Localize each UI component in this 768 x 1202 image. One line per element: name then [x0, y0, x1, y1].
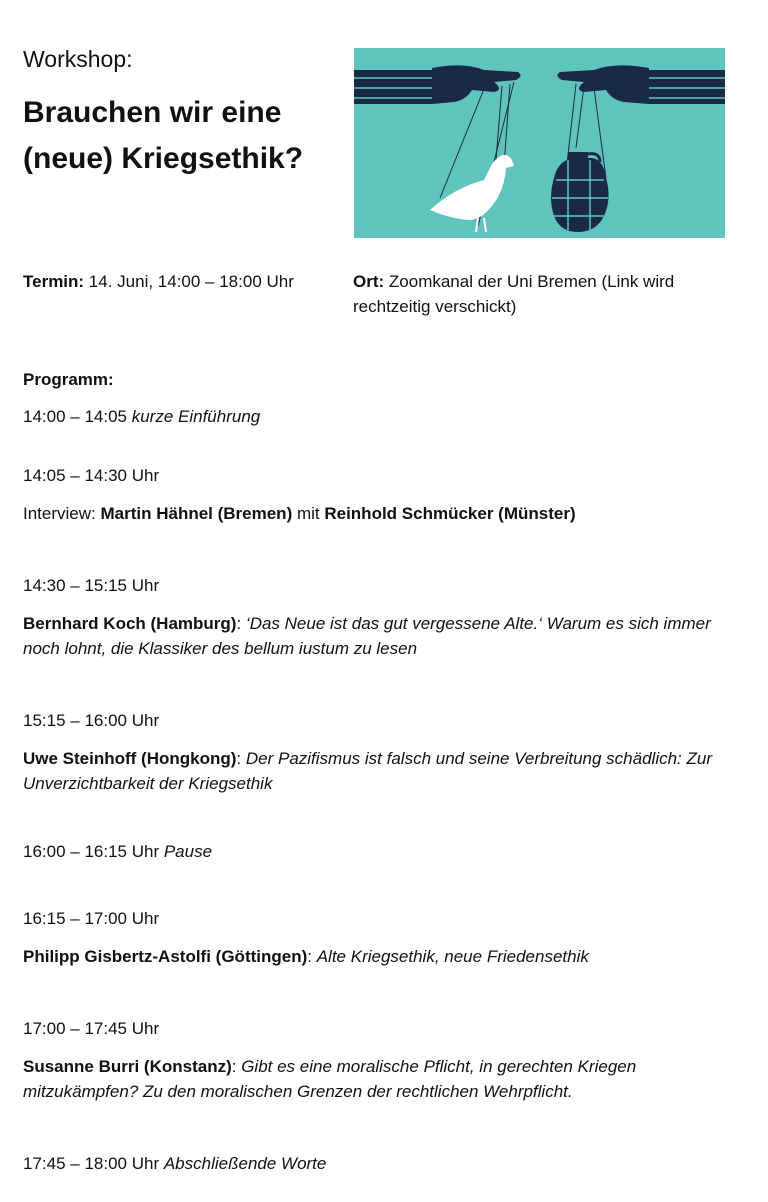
separator: : — [307, 947, 317, 966]
program-item-time: 15:15 – 16:00 Uhr — [23, 711, 160, 730]
separator: : — [236, 749, 246, 768]
title-line-1: Brauchen wir eine — [23, 96, 282, 129]
interview-mid: mit — [292, 504, 325, 523]
program-item-time — [23, 1151, 326, 1176]
puppeteer-hands-icon — [354, 48, 725, 238]
talk-title: ‘Das Neue ist das gut vergessene Alte.‘ Warum es sich immer noch lohnt, die Klassiker des bellum iustum zu lesen — [23, 614, 711, 658]
workshop-label: Workshop: — [23, 46, 133, 72]
speaker: Uwe Steinhoff (Hongkong) — [23, 749, 237, 768]
interview-line — [23, 501, 576, 526]
date-line — [23, 269, 294, 294]
time: 16:00 – 16:15 Uhr — [23, 842, 160, 861]
speaker: Reinhold Schmücker (Münster) — [324, 504, 576, 523]
interview-prefix: Interview: — [23, 504, 101, 523]
program-item-time: 14:30 – 15:15 Uhr — [23, 576, 160, 595]
talk-title: Alte Kriegsethik, neue Friedensethik — [316, 947, 589, 966]
talk-title: Gibt es eine moralische Pflicht, in gerechten Kriegen mitzukämpfen? Zu den moralischen Grenzen der rechtlichen Wehrpflicht. — [23, 1057, 637, 1101]
speaker: Susanne Burri (Konstanz) — [23, 1057, 232, 1076]
separator: : — [231, 1057, 242, 1076]
page-title — [23, 90, 343, 182]
location-line — [353, 269, 733, 319]
program-item-time — [23, 839, 212, 864]
item-note: kurze Einführung — [131, 407, 261, 426]
puppeteer-illustration — [354, 48, 725, 238]
talk-entry — [23, 944, 738, 969]
date-value: 14. Juni, 14:00 – 18:00 Uhr — [84, 272, 294, 291]
speaker: Philipp Gisbertz-Astolfi (Göttingen) — [23, 947, 308, 966]
program-item-time: 16:15 – 17:00 Uhr — [23, 909, 160, 928]
location-value: Zoomkanal der Uni Bremen (Link wird rechtzeitig verschickt) — [353, 272, 675, 316]
speaker: Bernhard Koch (Hamburg) — [23, 614, 237, 633]
time: 17:45 – 18:00 Uhr — [23, 1154, 160, 1173]
separator: : — [236, 614, 246, 633]
speaker: Martin Hähnel (Bremen) — [100, 504, 293, 523]
talk-title: Der Pazifismus ist falsch und seine Verbreitung schädlich: Zur Unverzichtbarkeit der Kriegsethik — [23, 749, 713, 793]
talk-entry — [23, 611, 738, 661]
item-note: Abschließende Worte — [163, 1154, 327, 1173]
program-item-time — [23, 404, 260, 429]
date-label: Termin: — [23, 272, 85, 291]
talk-entry — [23, 1054, 738, 1104]
time: 14:00 – 14:05 — [23, 407, 127, 426]
title-line-2: (neue) Kriegsethik? — [23, 142, 304, 175]
program-item-time: 14:05 – 14:30 Uhr — [23, 466, 160, 485]
program-heading: Programm: — [23, 370, 114, 389]
location-label: Ort: — [353, 272, 385, 291]
talk-entry — [23, 746, 738, 796]
program-item-time: 17:00 – 17:45 Uhr — [23, 1019, 160, 1038]
item-note: Pause — [163, 842, 213, 861]
